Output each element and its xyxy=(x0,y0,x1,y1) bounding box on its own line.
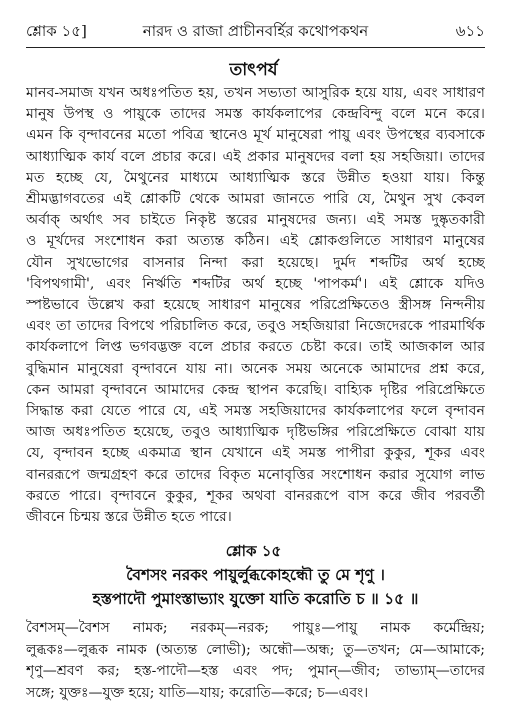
purport-line: বুদ্ধিমান মানুষেরা বৃন্দাবনে যায় না। অনেক সময় অনেকে আমাদের প্রশ্ন করে, xyxy=(26,360,485,377)
purport-line: স্পষ্টভাবে উল্লেখ করা হয়েছে সাধারণ মানুষের পরিপ্রেক্ষিতেও স্ত্রীসঙ্গ নিন্দনীয় xyxy=(26,297,485,314)
header-title: নারদ ও রাজা প্রাচীনবর্হির কথোপকথন xyxy=(142,22,369,40)
purport-line: যৌন সুখভোগের বাসনার নিন্দা করা হয়েছে। দুর্মদ শব্দটির অর্থ হচ্ছে xyxy=(26,254,485,271)
synonym-line: লুব্ধকঃ—লুব্ধক নামক (অত্যন্ত লোভী); অন্ধৌ—অন্ধ; তু—তখন; মে—আমাকে; xyxy=(26,641,485,658)
purport-line: জীবনে চিন্ময় স্তরে উন্নীত হতে পারে। xyxy=(26,509,232,526)
purport-line: কার্যকলাপে লিপ্ত ভগবদ্ভক্ত বলে প্রচার করতে চেষ্টা করে। তাই আজকাল আর xyxy=(26,339,485,356)
header-rule xyxy=(26,47,485,48)
running-header xyxy=(26,20,485,42)
purport-body xyxy=(26,83,485,528)
page-number: ৬১১ xyxy=(455,22,485,40)
header-chapter: শ্লোক ১৫] xyxy=(26,22,87,40)
purport-line: মত হচ্ছে যে, মৈথুনের মাধ্যমে আধ্যাত্মিক স্তরে উন্নীত হওয়া যায়। কিন্তু xyxy=(26,169,485,186)
purport-line: 'বিপথগামী', এবং নির্ঋতি শব্দটির অর্থ হচ্ছে 'পাপকর্ম'। এই শ্লোকে যদিও xyxy=(26,275,485,292)
purport-line: করতে পারে। বৃন্দাবনে কুকুর, শূকর অথবা বানররূপে বাস করে জীব পরবর্তী xyxy=(26,487,485,504)
verse-line: হস্তপাদৌ পুমাংস্তাভ্যাং যুক্তো যাতি করোতি চ ॥ ১৫ ॥ xyxy=(92,589,419,608)
purport-line: অর্বাক্ অর্থাৎ সব চাইতে নিকৃষ্ট স্তরের মানুষদের জন্য। এই সমস্ত দুষ্কৃতকারী xyxy=(26,212,485,229)
purport-line: কেন আমরা বৃন্দাবনে আমাদের কেন্দ্র স্থাপন করেছি। বাহ্যিক দৃষ্টির পরিপ্রেক্ষিতে xyxy=(26,381,485,398)
synonym-line: সঙ্গে; যুক্তঃ—যুক্ত হয়ে; যাতি—যায়; করোতি—করে; চ—এবং। xyxy=(26,684,369,701)
synonym-line: বৈশসম্—বৈশস নামক; নরকম্—নরক; পায়ুঃ—পায়ু নামক কর্মেন্দ্রিয়; xyxy=(26,620,485,636)
synonym-line: শৃণু—শ্রবণ কর; হস্ত-পাদৌ—হস্ত এবং পদ; পুমান্—জীব; তাভ্যাম্—তাদের xyxy=(26,663,485,679)
verse-heading: শ্লোক ১৫ xyxy=(225,542,282,560)
purport-line: শ্রীমদ্ভাগবতের এই শ্লোকটি থেকে আমরা জানতে পারি যে, মৈথুন সুখ কেবল xyxy=(26,191,485,208)
purport-line: আধ্যাত্মিক কার্য বলে প্রচার করে। এই প্রকার মানুষদের বলা হয় সহজিয়া। তাদের xyxy=(26,148,485,165)
purport-line: মানুষ উপস্থ ও পায়ুকে তাদের সমস্ত কার্যকলাপের কেন্দ্রবিন্দু বলে মনে করে। xyxy=(26,106,485,123)
purport-line: মানব-সমাজ যখন অধঃপতিত হয়, তখন সভ্যতা আসুরিক হয়ে যায়, এবং সাধারণ xyxy=(26,85,485,101)
purport-line: আজ অধঃপতিত হয়েছে, তবুও আধ্যাত্মিক দৃষ্টিভঙ্গির পরিপ্রেক্ষিতে বোঝা যায় xyxy=(26,424,485,441)
purport-line: এবং তা তাদের বিপথে পরিচালিত করে, তবুও সহজিয়ারা নিজেদেরকে পারমার্থিক xyxy=(26,318,485,335)
synonyms xyxy=(26,618,485,704)
purport-line: যে, বৃন্দাবন হচ্ছে একমাত্র স্থান যেখানে এই সমস্ত পাপীরা কুকুর, শূকর এবং xyxy=(26,445,485,462)
purport-line: ও মূর্খদের সংশোধন করা অত্যন্ত কঠিন। এই শ্লোকগুলিতে সাধারণ মানুষের xyxy=(26,233,485,250)
verse-text xyxy=(26,563,485,611)
purport-heading: তাৎপর্য xyxy=(229,60,278,80)
purport-line: বানররূপে জন্মগ্রহণ করে তাদের বিকৃত মনোবৃত্তির সংশোধন করার সুযোগ লাভ xyxy=(26,466,485,483)
purport-line: সিদ্ধান্ত করা যেতে পারে যে, এই সমস্ত সহজিয়াদের কার্যকলাপের ফলে বৃন্দাবন xyxy=(26,403,485,420)
purport-line: এমন কি বৃন্দাবনের মতো পবিত্র স্থানেও মূর্খ মানুষেরা পায়ু এবং উপস্থের ব্যবসাকে xyxy=(26,127,485,144)
verse-line: বৈশসং নরকং পায়ুর্লুব্ধকোহন্ধৌ তু মে শৃণু । xyxy=(126,565,385,584)
